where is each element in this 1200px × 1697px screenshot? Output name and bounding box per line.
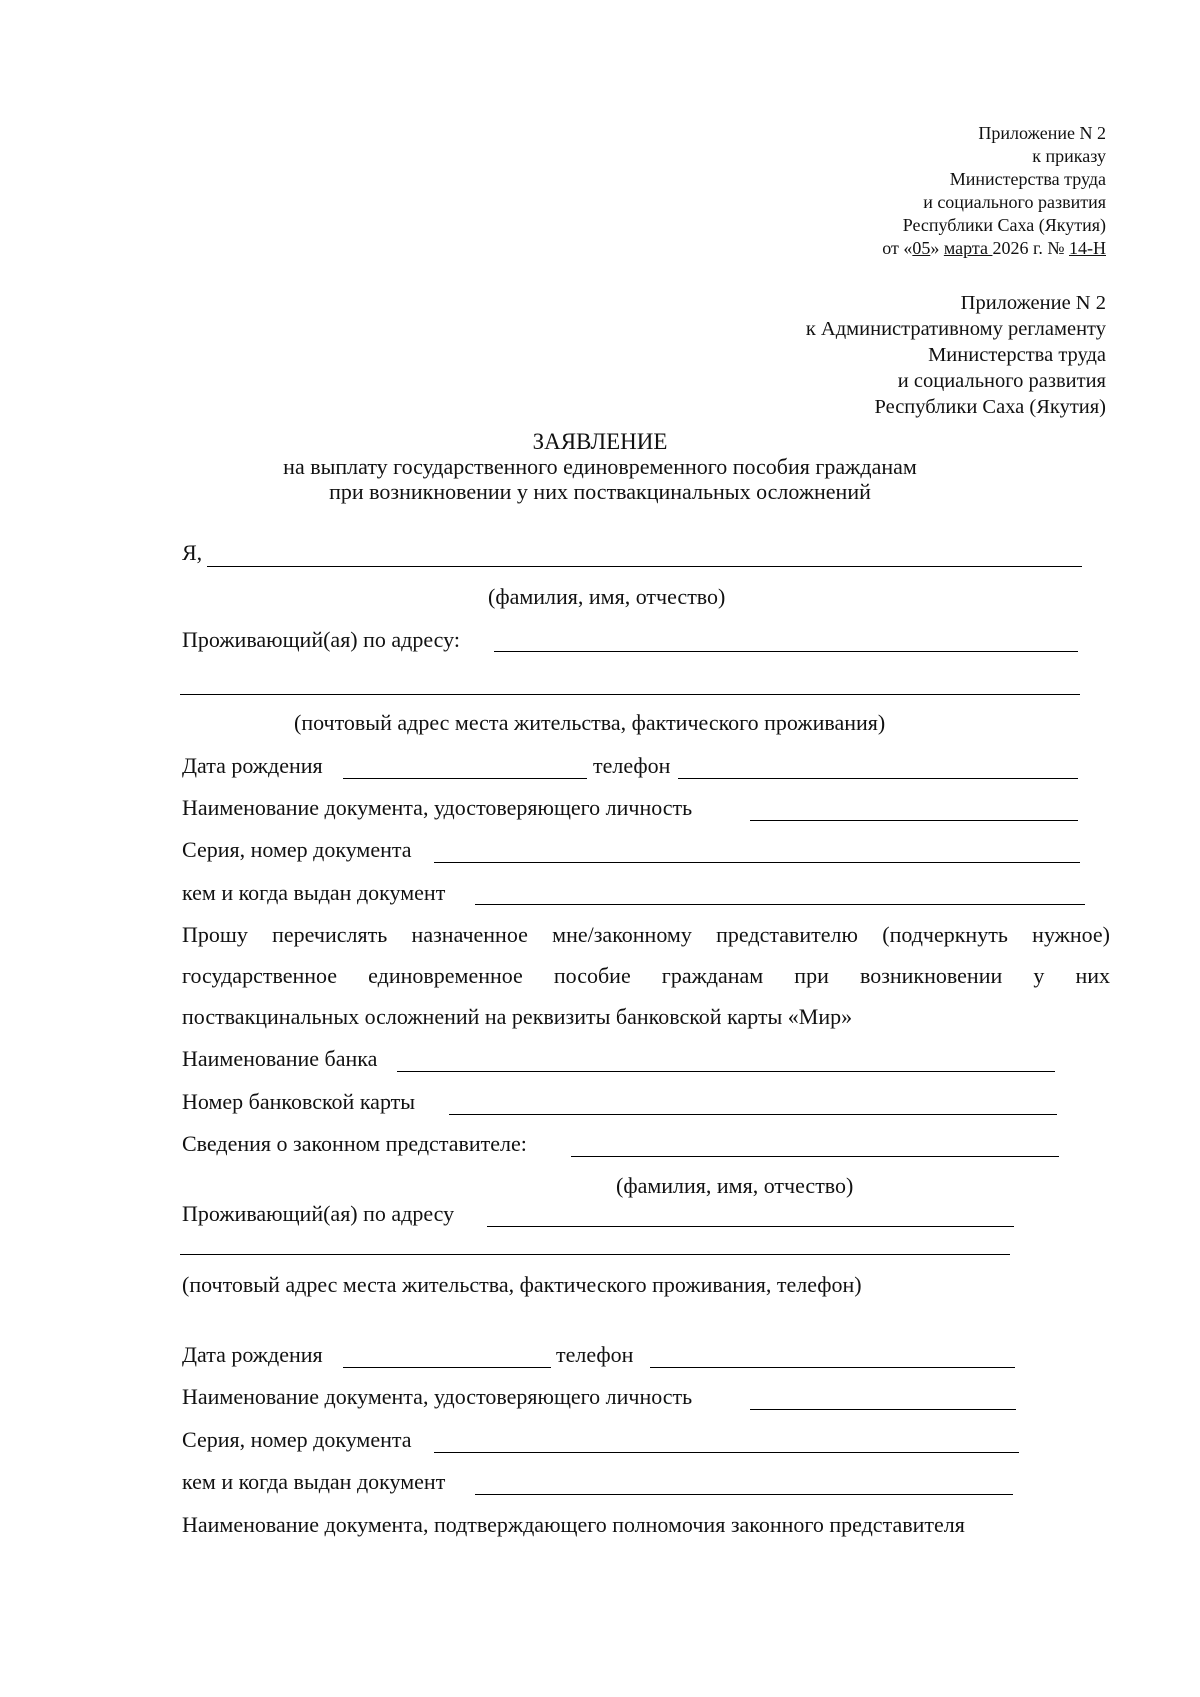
rep-id-doc-row [182,1384,692,1410]
rep-birth-date-field[interactable] [343,1367,551,1368]
birth-date-field[interactable] [343,778,587,779]
header2-line1: Приложение N 2 [960,292,1106,314]
card-label: Номер банковской карты [182,1089,416,1114]
phone-label-wrap [593,753,670,779]
date-month: марта [943,238,993,258]
rep-phone-label: телефон [556,1342,634,1367]
header1-line1: Приложение N 2 [978,123,1106,143]
date-year: 2026 г. № [992,238,1069,258]
issued-label: кем и когда выдан документ [182,880,446,905]
series-row [182,837,412,863]
issued-row [182,880,445,906]
address-label: Проживающий(ая) по адресу: [182,627,460,652]
series-label: Серия, номер документа [182,837,412,862]
date-prefix: от « [882,238,913,258]
header1-line2: к приказу [1032,146,1106,166]
date-sep: » [930,238,944,258]
rep-address-label: Проживающий(ая) по адресу [182,1201,455,1226]
header2-line5: Республики Саха (Якутия) [874,396,1106,418]
header1-line3: Министерства труда [949,169,1106,189]
bank-label: Наименование банка [182,1046,378,1071]
rep-birth-phone-row [182,1342,323,1368]
regulation-annex-header [806,290,1106,420]
title-line2: на выплату государственного единовременного пособия гражданам [283,454,917,479]
address-field-line2[interactable] [180,694,1080,695]
bank-field[interactable] [397,1071,1055,1072]
rep-address-field[interactable] [487,1226,1014,1227]
request-line1: Прошу перечислять назначенное мне/законному представителю (подчеркнуть нужное) [182,922,1110,947]
rep-series-label: Серия, номер документа [182,1427,412,1452]
phone-label: телефон [593,753,671,778]
date-day: 05 [912,238,931,258]
rep-field[interactable] [571,1156,1059,1157]
rep-issued-row [182,1469,445,1495]
rep-row [182,1131,527,1157]
rep-id-doc-label: Наименование документа, удостоверяющего личность [182,1384,693,1409]
rep-address-field-line2[interactable] [180,1254,1010,1255]
rep-series-field[interactable] [434,1452,1019,1453]
birth-phone-row [182,753,323,779]
fio-hint: (фамилия, имя, отчество) [488,584,726,609]
header1-line5: Республики Саха (Якутия) [902,215,1106,235]
applicant-name-row [182,540,202,566]
bank-row [182,1046,377,1072]
address-field[interactable] [494,651,1078,652]
series-field[interactable] [434,862,1080,863]
rep-birth-label: Дата рождения [182,1342,323,1367]
request-line3: поствакцинальных осложнений на реквизиты банковской карты «Мир» [182,1004,853,1029]
header2-line2: к Административному регламенту [805,318,1106,340]
id-doc-field[interactable] [750,820,1078,821]
rep-id-doc-field[interactable] [750,1409,1016,1410]
document-title [0,429,1200,504]
title-line1: ЗАЯВЛЕНИЕ [532,429,668,454]
applicant-name-field[interactable] [207,566,1082,567]
card-field[interactable] [449,1114,1057,1115]
issued-field[interactable] [475,904,1085,905]
rep-label: Сведения о законном представителе: [182,1131,527,1156]
order-annex-header [882,122,1106,260]
rep-phone-field[interactable] [650,1367,1015,1368]
order-number: 14-Н [1069,238,1106,258]
address-row [182,627,460,653]
rep-issued-field[interactable] [475,1494,1013,1495]
header2-line3: Министерства труда [928,344,1106,366]
rep-authority-row [182,1512,965,1538]
id-doc-label: Наименование документа, удостоверяющего личность [182,795,693,820]
header2-line4: и социального развития [897,370,1106,392]
header1-order-date [882,237,1106,260]
rep-series-row [182,1427,412,1453]
title-line3: при возникновении у них поствакцинальных осложнений [329,479,871,504]
rep-phone-label-wrap [556,1342,633,1368]
phone-field[interactable] [678,778,1078,779]
rep-fio-hint: (фамилия, имя, отчество) [616,1173,854,1198]
rep-address-hint: (почтовый адрес места жительства, фактического проживания, телефон) [182,1272,862,1297]
rep-authority-label: Наименование документа, подтверждающего полномочия законного представителя [182,1512,965,1537]
header1-line4: и социального развития [923,192,1106,212]
birth-label: Дата рождения [182,753,323,778]
rep-issued-label: кем и когда выдан документ [182,1469,446,1494]
i-label: Я, [182,540,203,565]
address-hint: (почтовый адрес места жительства, фактического проживания) [294,710,886,735]
rep-address-row [182,1201,454,1227]
request-line2: государственное единовременное пособие гражданам при возникновении у них [182,963,1110,988]
card-row [182,1089,415,1115]
id-doc-row [182,795,692,821]
